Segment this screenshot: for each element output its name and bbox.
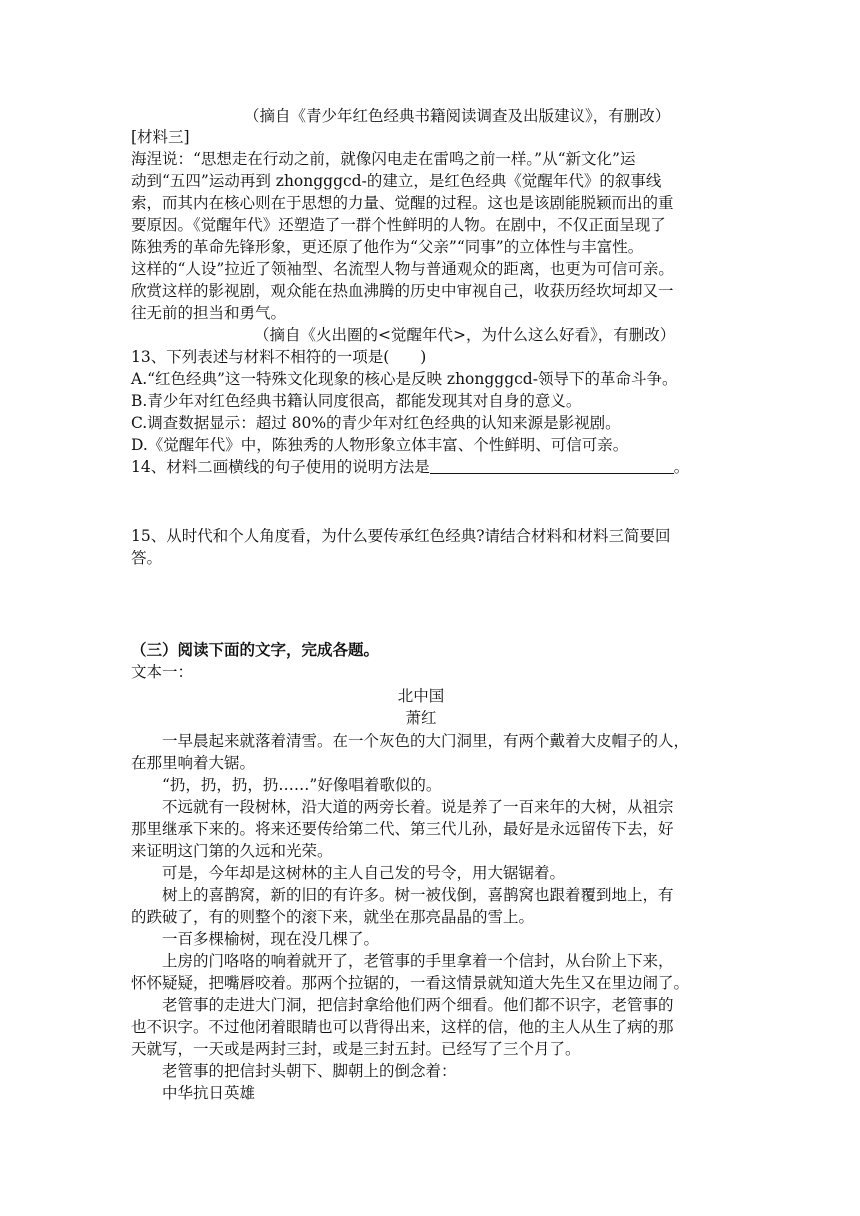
story-line: 中华抗日英雄	[162, 1084, 256, 1102]
q14-end: 。	[673, 458, 690, 476]
material3-line: 陈独秀的革命先锋形象，更还原了他作为“父亲”“同事”的立体性与丰富性。	[131, 238, 644, 256]
material3-heading: [材料三]	[131, 128, 190, 146]
q15-line: 15、从时代和个人角度看，为什么要传承红色经典?请结合材料和材料三简要回	[131, 527, 671, 545]
q13-stem: 13、下列表述与材料不相符的一项是( )	[131, 348, 427, 366]
story-line: 可是，今年却是这树林的主人自己发的号令，用大锯锯着。	[162, 864, 566, 882]
q15-line: 答。	[131, 549, 163, 567]
story-line: 不远就有一段树林，沿大道的两旁长着。说是养了一百来年的大树，从祖宗	[162, 798, 674, 816]
story-line: 老管事的把信封头朝下、脚朝上的倒念着：	[162, 1062, 457, 1080]
story-line: 那里继承下来的。将来还要传给第二代、第三代儿孙，最好是永远留传下去，好	[131, 820, 674, 838]
section3-heading: （三）阅读下面的文字，完成各题。	[131, 640, 380, 659]
material3-source: （摘自《火出圈的<觉醒年代>，为什么这么好看》，有删改）	[254, 326, 676, 344]
story-line: 的跌破了，有的则整个的滚下来，就坐在那亮晶晶的雪上。	[131, 908, 535, 926]
q13-option-a: A.“红色经典”这一特殊文化现象的核心是反映 zhongggcd-领导下的革命斗争。	[131, 370, 678, 388]
story-line: “扔，扔，扔，扔……”好像唱着歌似的。	[162, 776, 442, 794]
material2-source: （摘自《青少年红色经典书籍阅读调查及出版建议》，有删改）	[244, 107, 671, 125]
story-line: 树上的喜鹊窝，新的旧的有许多。树一被伐倒，喜鹊窝也跟着覆到地上，有	[162, 886, 674, 904]
q14-answer-blank[interactable]	[430, 458, 674, 474]
story-line: 上房的门咯咯的响着就开了，老管事的手里拿着一个信封，从台阶上下来，	[162, 952, 674, 970]
q13-option-d: D.《觉醒年代》中，陈独秀的人物形象立体丰富、个性鲜明、可信可亲。	[131, 436, 629, 454]
story-title: 北中国	[397, 687, 445, 705]
story-author: 萧红	[405, 709, 437, 727]
story-line: 也不识字。不过他闭着眼睛也可以背得出来，这样的信，他的主人从生了病的那	[131, 1018, 674, 1036]
story-line: 来证明这门第的久远和光荣。	[131, 842, 333, 860]
q14-stem: 14、材料二画横线的句子使用的说明方法是	[131, 458, 430, 476]
story-line: 一百多棵榆树，现在没几棵了。	[162, 930, 380, 948]
story-line: 在那里响着大锯。	[131, 754, 256, 772]
material3-line: 索，而其内在核心则在于思想的力量、觉醒的过程。这也是该剧能脱颖而出的重	[131, 194, 674, 212]
text-label: 文本一：	[131, 663, 194, 681]
material3-line: 要原因。《觉醒年代》还塑造了一群个性鲜明的人物。在剧中，不仅正面呈现了	[131, 216, 666, 234]
story-line: 怀怀疑疑，把嘴唇咬着。那两个拉锯的，一看这情景就知道大先生又在里边闹了。	[131, 974, 690, 992]
material3-line: 欣赏这样的影视剧，观众能在热血沸腾的历史中审视自己，收获历经坎坷却又一	[131, 282, 674, 300]
story-line: 一早晨起来就落着清雪。在一个灰色的大门洞里，有两个戴着大皮帽子的人，	[162, 732, 690, 750]
material3-line: 这样的“人设”拉近了领袖型、名流型人物与普通观众的距离，也更为可信可亲。	[131, 260, 674, 278]
story-line: 老管事的走进大门洞，把信封拿给他们两个细看。他们都不识字，老管事的	[162, 996, 674, 1014]
material3-line: 往无前的担当和勇气。	[131, 304, 287, 322]
story-line: 天就写，一天或是两封三封，或是三封五封。已经写了三个月了。	[131, 1040, 581, 1058]
material3-line: 动到“五四”运动再到 zhongggcd-的建立，是红色经典《觉醒年代》的叙事线	[131, 172, 662, 190]
material3-line: 海涅说：“思想走在行动之前，就像闪电走在雷鸣之前一样。”从“新文化”运	[131, 150, 636, 168]
q13-option-b: B.青少年对红色经典书籍认同度很高，都能发现其对自身的意义。	[131, 392, 582, 410]
q13-option-c: C.调查数据显示：超过 80%的青少年对红色经典的认知来源是影视剧。	[131, 414, 621, 432]
q14	[131, 456, 731, 478]
